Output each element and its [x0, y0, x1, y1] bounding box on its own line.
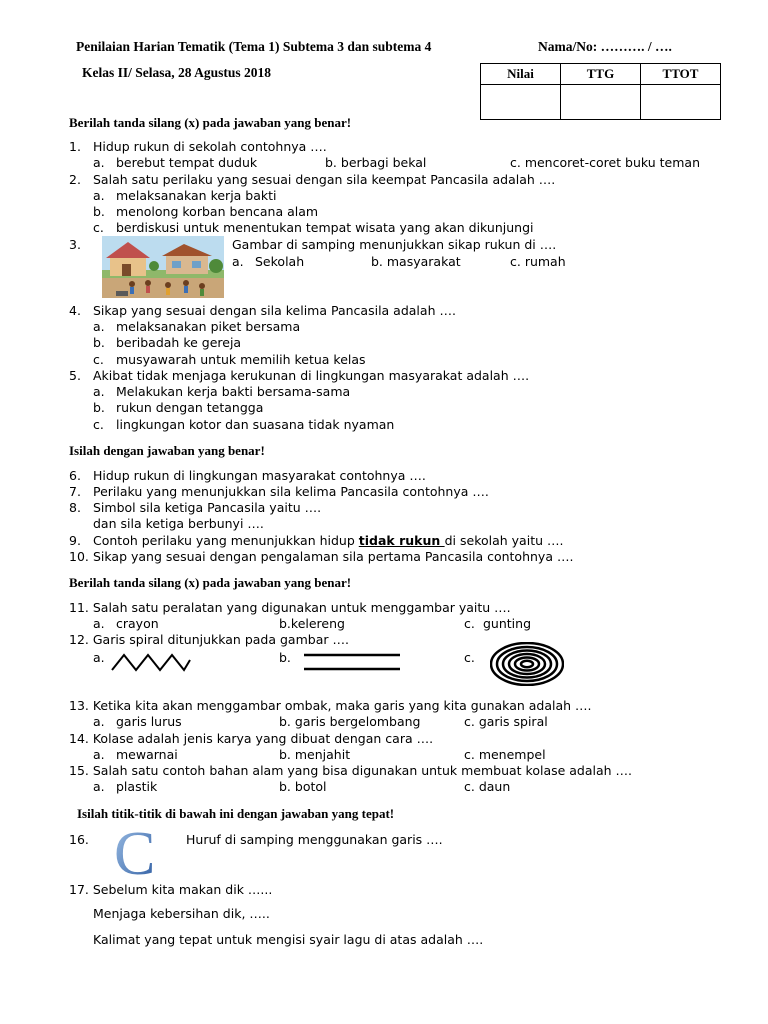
- q2-option-b[interactable]: menolong korban bencana alam: [116, 204, 319, 219]
- q3-number: 3.: [69, 237, 81, 252]
- q12-option-a-letter[interactable]: a.: [93, 650, 105, 665]
- q12-text: 12. Garis spiral ditunjukkan pada gambar ….: [69, 632, 349, 647]
- q14-option-a-letter[interactable]: a.: [93, 747, 105, 762]
- q1-option-a-letter[interactable]: a.: [93, 155, 105, 170]
- q12-option-b-letter[interactable]: b.: [279, 650, 291, 665]
- q2-option-b-letter[interactable]: b.: [93, 204, 105, 219]
- score-header-ttot: TTOT: [641, 64, 721, 85]
- spiral-icon[interactable]: [490, 642, 564, 686]
- q17-line-3: Kalimat yang tepat untuk mengisi syair lagu di atas adalah ….: [93, 932, 484, 947]
- q2-option-a[interactable]: melaksanakan kerja bakti: [116, 188, 277, 203]
- section3-heading: Berilah tanda silang (x) pada jawaban yang benar!: [69, 575, 352, 590]
- q5-option-c[interactable]: lingkungan kotor dan suasana tidak nyaman: [116, 417, 395, 432]
- score-header-ttg: TTG: [561, 64, 641, 85]
- letter-c-image: [112, 826, 160, 878]
- q12-option-c-letter[interactable]: c.: [464, 650, 475, 665]
- q1-option-a[interactable]: berebut tempat duduk: [116, 155, 258, 170]
- q15-option-c[interactable]: c. daun: [464, 779, 511, 794]
- q16-number: 16.: [69, 832, 89, 847]
- class-date: Kelas II/ Selasa, 28 Agustus 2018: [82, 65, 272, 80]
- q5-option-a-letter[interactable]: a.: [93, 384, 105, 399]
- q3-option-a-letter[interactable]: a.: [232, 254, 244, 269]
- q11-option-b[interactable]: b.kelereng: [279, 616, 345, 631]
- q15-option-a-letter[interactable]: a.: [93, 779, 105, 794]
- q10-text: Sikap yang sesuai dengan pengalaman sila pertama Pancasila contohnya ….: [93, 549, 574, 564]
- q4-text: Sikap yang sesuai dengan sila kelima Pancasila adalah ….: [93, 303, 456, 318]
- q11-option-c-letter[interactable]: c.: [464, 616, 475, 631]
- straight-lines-icon[interactable]: [302, 651, 402, 673]
- q14-text: 14. Kolase adalah jenis karya yang dibuat dengan cara ….: [69, 731, 434, 746]
- q15-option-b[interactable]: b. botol: [279, 779, 327, 794]
- q7-text: Perilaku yang menunjukkan sila kelima Pancasila contohnya ….: [93, 484, 489, 499]
- score-cell-ttot[interactable]: [641, 85, 721, 120]
- page-title: Penilaian Harian Tematik (Tema 1) Subtema 3 dan subtema 4: [76, 39, 432, 54]
- q8-text: Simbol sila ketiga Pancasila yaitu ….: [93, 500, 322, 515]
- q17-line-2: Menjaga kebersihan dik, …..: [93, 906, 270, 921]
- q8-number: 8.: [69, 500, 81, 515]
- q9-text: [93, 533, 563, 549]
- q2-text: Salah satu perilaku yang sesuai dengan sila keempat Pancasila adalah ….: [93, 172, 556, 187]
- q1-option-c[interactable]: c. mencoret-coret buku teman: [510, 155, 701, 170]
- section4-heading: Isilah titik-titik di bawah ini dengan jawaban yang tepat!: [77, 806, 395, 821]
- q4-option-a[interactable]: melaksanakan piket bersama: [116, 319, 301, 334]
- q3-text: Gambar di samping menunjukkan sikap rukun di ….: [232, 237, 557, 252]
- q13-option-c[interactable]: c. garis spiral: [464, 714, 548, 729]
- q13-option-b[interactable]: b. garis bergelombang: [279, 714, 421, 729]
- q9-emphasis: tidak rukun: [358, 533, 445, 548]
- q14-option-a[interactable]: mewarnai: [116, 747, 178, 762]
- q13-option-a-letter[interactable]: a.: [93, 714, 105, 729]
- q9-text-pre: Contoh perilaku yang menunjukkan hidup: [93, 533, 359, 548]
- q1-option-b[interactable]: b. berbagi bekal: [325, 155, 427, 170]
- q5-option-a[interactable]: Melakukan kerja bakti bersama-sama: [116, 384, 351, 399]
- q13-text: 13. Ketika kita akan menggambar ombak, maka garis yang kita gunakan adalah ….: [69, 698, 592, 713]
- section2-heading: Isilah dengan jawaban yang benar!: [69, 443, 265, 458]
- q5-text: Akibat tidak menjaga kerukunan di lingkungan masyarakat adalah ….: [93, 368, 530, 383]
- q8-text-2: dan sila ketiga berbunyi ….: [93, 516, 264, 531]
- q10-number: 10.: [69, 549, 89, 564]
- score-cell-nilai[interactable]: [481, 85, 561, 120]
- q9-text-post: di sekolah yaitu ….: [444, 533, 564, 548]
- q6-number: 6.: [69, 468, 81, 483]
- q2-option-c-letter[interactable]: c.: [93, 220, 104, 235]
- q11-option-a-letter[interactable]: a.: [93, 616, 105, 631]
- q16-letter: C: [114, 826, 156, 878]
- q5-option-b-letter[interactable]: b.: [93, 400, 105, 415]
- q13-option-a[interactable]: garis lurus: [116, 714, 182, 729]
- q11-text: 11. Salah satu peralatan yang digunakan untuk menggambar yaitu ….: [69, 600, 511, 615]
- q4-option-b[interactable]: beribadah ke gereja: [116, 335, 242, 350]
- q7-number: 7.: [69, 484, 81, 499]
- q5-option-c-letter[interactable]: c.: [93, 417, 104, 432]
- q4-option-a-letter[interactable]: a.: [93, 319, 105, 334]
- q3-option-c[interactable]: c. rumah: [510, 254, 566, 269]
- community-illustration: [102, 236, 224, 298]
- score-cell-ttg[interactable]: [561, 85, 641, 120]
- q5-number: 5.: [69, 368, 81, 383]
- q17-text: 17. Sebelum kita makan dik …...: [69, 882, 273, 897]
- q4-number: 4.: [69, 303, 81, 318]
- q2-number: 2.: [69, 172, 81, 187]
- q1-number: 1.: [69, 139, 81, 154]
- q14-option-b[interactable]: b. menjahit: [279, 747, 351, 762]
- q11-option-c[interactable]: gunting: [483, 616, 532, 631]
- q4-option-c[interactable]: musyawarah untuk memilih ketua kelas: [116, 352, 366, 367]
- q5-option-b[interactable]: rukun dengan tetangga: [116, 400, 264, 415]
- q3-option-a[interactable]: Sekolah: [255, 254, 305, 269]
- q4-option-b-letter[interactable]: b.: [93, 335, 105, 350]
- q15-text: 15. Salah satu contoh bahan alam yang bisa digunakan untuk membuat kolase adalah ….: [69, 763, 633, 778]
- score-header-nilai: Nilai: [481, 64, 561, 85]
- q2-option-c[interactable]: berdiskusi untuk menentukan tempat wisata yang akan dikunjungi: [116, 220, 534, 235]
- zigzag-line-icon[interactable]: [110, 652, 192, 672]
- q3-option-b[interactable]: b. masyarakat: [371, 254, 461, 269]
- q2-option-a-letter[interactable]: a.: [93, 188, 105, 203]
- q14-option-c[interactable]: c. menempel: [464, 747, 546, 762]
- section1-heading: Berilah tanda silang (x) pada jawaban yang benar!: [69, 115, 352, 130]
- q15-option-a[interactable]: plastik: [116, 779, 158, 794]
- score-table: [480, 63, 721, 120]
- q16-text: Huruf di samping menggunakan garis ….: [186, 832, 443, 847]
- q9-number: 9.: [69, 533, 81, 548]
- q11-option-a[interactable]: crayon: [116, 616, 159, 631]
- name-field: Nama/No: ………. / ….: [538, 39, 672, 54]
- q6-text: Hidup rukun di lingkungan masyarakat contohnya ….: [93, 468, 426, 483]
- q4-option-c-letter[interactable]: c.: [93, 352, 104, 367]
- q1-text: Hidup rukun di sekolah contohnya ….: [93, 139, 327, 154]
